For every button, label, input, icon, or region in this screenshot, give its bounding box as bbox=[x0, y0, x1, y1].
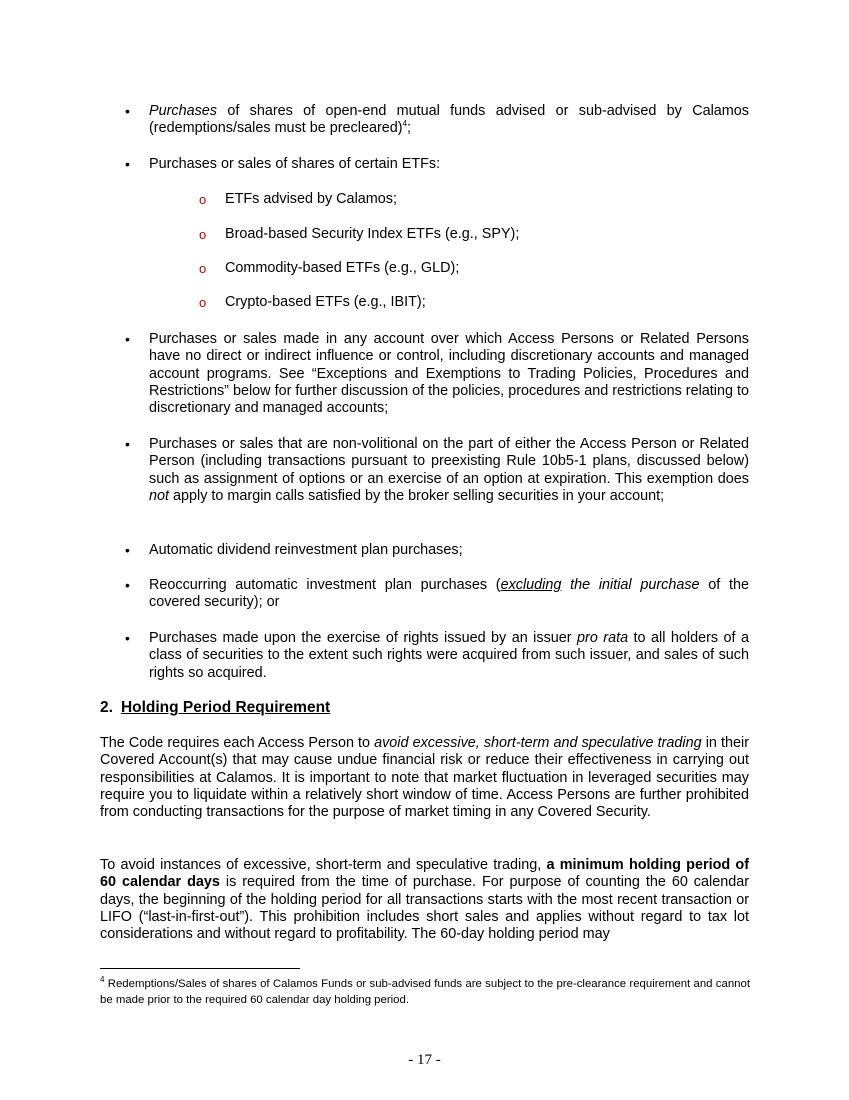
bullet-item-rights-exercise: • Purchases made upon the exercise of rights issued by an issuer pro rata to all holders of a class of securities to the extent such rights were acquired from such issuer, and sales of such rights so acquired. bbox=[125, 630, 749, 681]
bullet-item-mutual-funds: • Purchases of shares of open-end mutual funds advised or sub-advised by Calamos (redemptions/sales must be precleared)$^4$; bbox=[125, 103, 749, 137]
bullet-icon: • bbox=[125, 331, 130, 347]
bold-text: a minimum holding period of 60 calendar days bbox=[100, 857, 749, 891]
bullet-icon: • bbox=[125, 436, 130, 452]
bullet-icon: • bbox=[125, 156, 130, 172]
page-number: - 17 - bbox=[408, 1052, 441, 1068]
paragraph-code-requirement: The Code requires each Access Person to avoid excessive, short-term and speculative trading in their Covered Account(s) that may cause undue financial risk or reduce their effectiveness in carrying out responsibilities at Calamos. It is important to note that market fluctuation in leveraged securities may require you to liquidate within a relatively short window of time. Access Persons are further prohibited from conducting transactions for the purpose of market timing in any Covered Security. bbox=[100, 735, 749, 821]
bullet-icon: • bbox=[125, 630, 130, 646]
circle-bullet-icon: o bbox=[199, 295, 207, 310]
sub-list-item: o Broad-based Security Index ETFs (e.g., SPY); bbox=[199, 226, 520, 242]
footnote-separator bbox=[100, 968, 300, 969]
footnote: $^4$ Redemptions/Sales of shares of Calamos Funds or sub-advised funds are subject to the pre-clearance requirement and cannot be made prior to the required 60 calendar day holding period. bbox=[100, 975, 750, 1006]
emphasis-text: not bbox=[149, 487, 170, 504]
bullet-icon: • bbox=[125, 577, 130, 593]
section-number: 2. bbox=[100, 699, 113, 716]
bullet-item-automatic-investment: • Reoccurring automatic investment plan purchases (excluding the initial purchase of the covered security); or bbox=[125, 577, 749, 611]
section-title: Holding Period Requirement bbox=[120, 699, 331, 716]
circle-bullet-icon: o bbox=[199, 261, 207, 276]
section-heading bbox=[100, 699, 330, 716]
circle-bullet-icon: o bbox=[199, 192, 207, 207]
sub-list-item: o Commodity-based ETFs (e.g., GLD); bbox=[199, 260, 460, 276]
sub-list-item: o ETFs advised by Calamos; bbox=[199, 191, 397, 207]
emphasis-text: pro rata bbox=[577, 630, 629, 646]
footnote-mark: 4 bbox=[100, 975, 105, 985]
bullet-icon: • bbox=[125, 103, 130, 119]
circle-bullet-icon: o bbox=[199, 227, 207, 242]
emphasis-text: Purchases bbox=[149, 103, 217, 119]
bullet-icon: • bbox=[125, 542, 130, 558]
bullet-item-non-volitional: • Purchases or sales that are non-volitional on the part of either the Access Person or Related Person (including transactions pursuant to preexisting Rule 10b5-1 plans, discussed below) such as assignment of options or an exercise of an option at expiration. This exemption does not apply to margin calls satisfied by the broker selling securities in your account; bbox=[125, 436, 749, 504]
emphasis-underlined-text: excluding bbox=[500, 577, 562, 593]
sub-list-item: o Crypto-based ETFs (e.g., IBIT); bbox=[199, 294, 426, 310]
bullet-item-no-influence-accounts: • Purchases or sales made in any account over which Access Persons or Related Persons have no direct or indirect influence or control, including discretionary accounts and managed account programs. See “Exceptions and Exemptions to Trading Policies, Procedures and Restrictions” below for further discussion of the policies, procedures and restrictions relating to discretionary and managed accounts; bbox=[125, 331, 749, 417]
footnote-ref[interactable]: 4 bbox=[402, 119, 408, 129]
emphasis-text: the initial purchase bbox=[561, 577, 700, 593]
paragraph-holding-period: To avoid instances of excessive, short-term and speculative trading, a minimum holding period of 60 calendar days is required from the time of purchase. For purpose of counting the 60 calendar days, the beginning of the holding period for all transactions starts with the most recent transaction or LIFO (“last-in-first-out”). This prohibition includes short sales and applies without regard to tax lot considerations and without regard to profitability. The 60-day holding period may bbox=[100, 857, 749, 943]
bullet-item-etfs: • Purchases or sales of shares of certain ETFs: bbox=[125, 156, 441, 172]
bullet-item-dividend-reinvestment: • Automatic dividend reinvestment plan purchases; bbox=[125, 542, 463, 558]
emphasis-text: avoid excessive, short-term and speculative trading bbox=[374, 735, 702, 751]
